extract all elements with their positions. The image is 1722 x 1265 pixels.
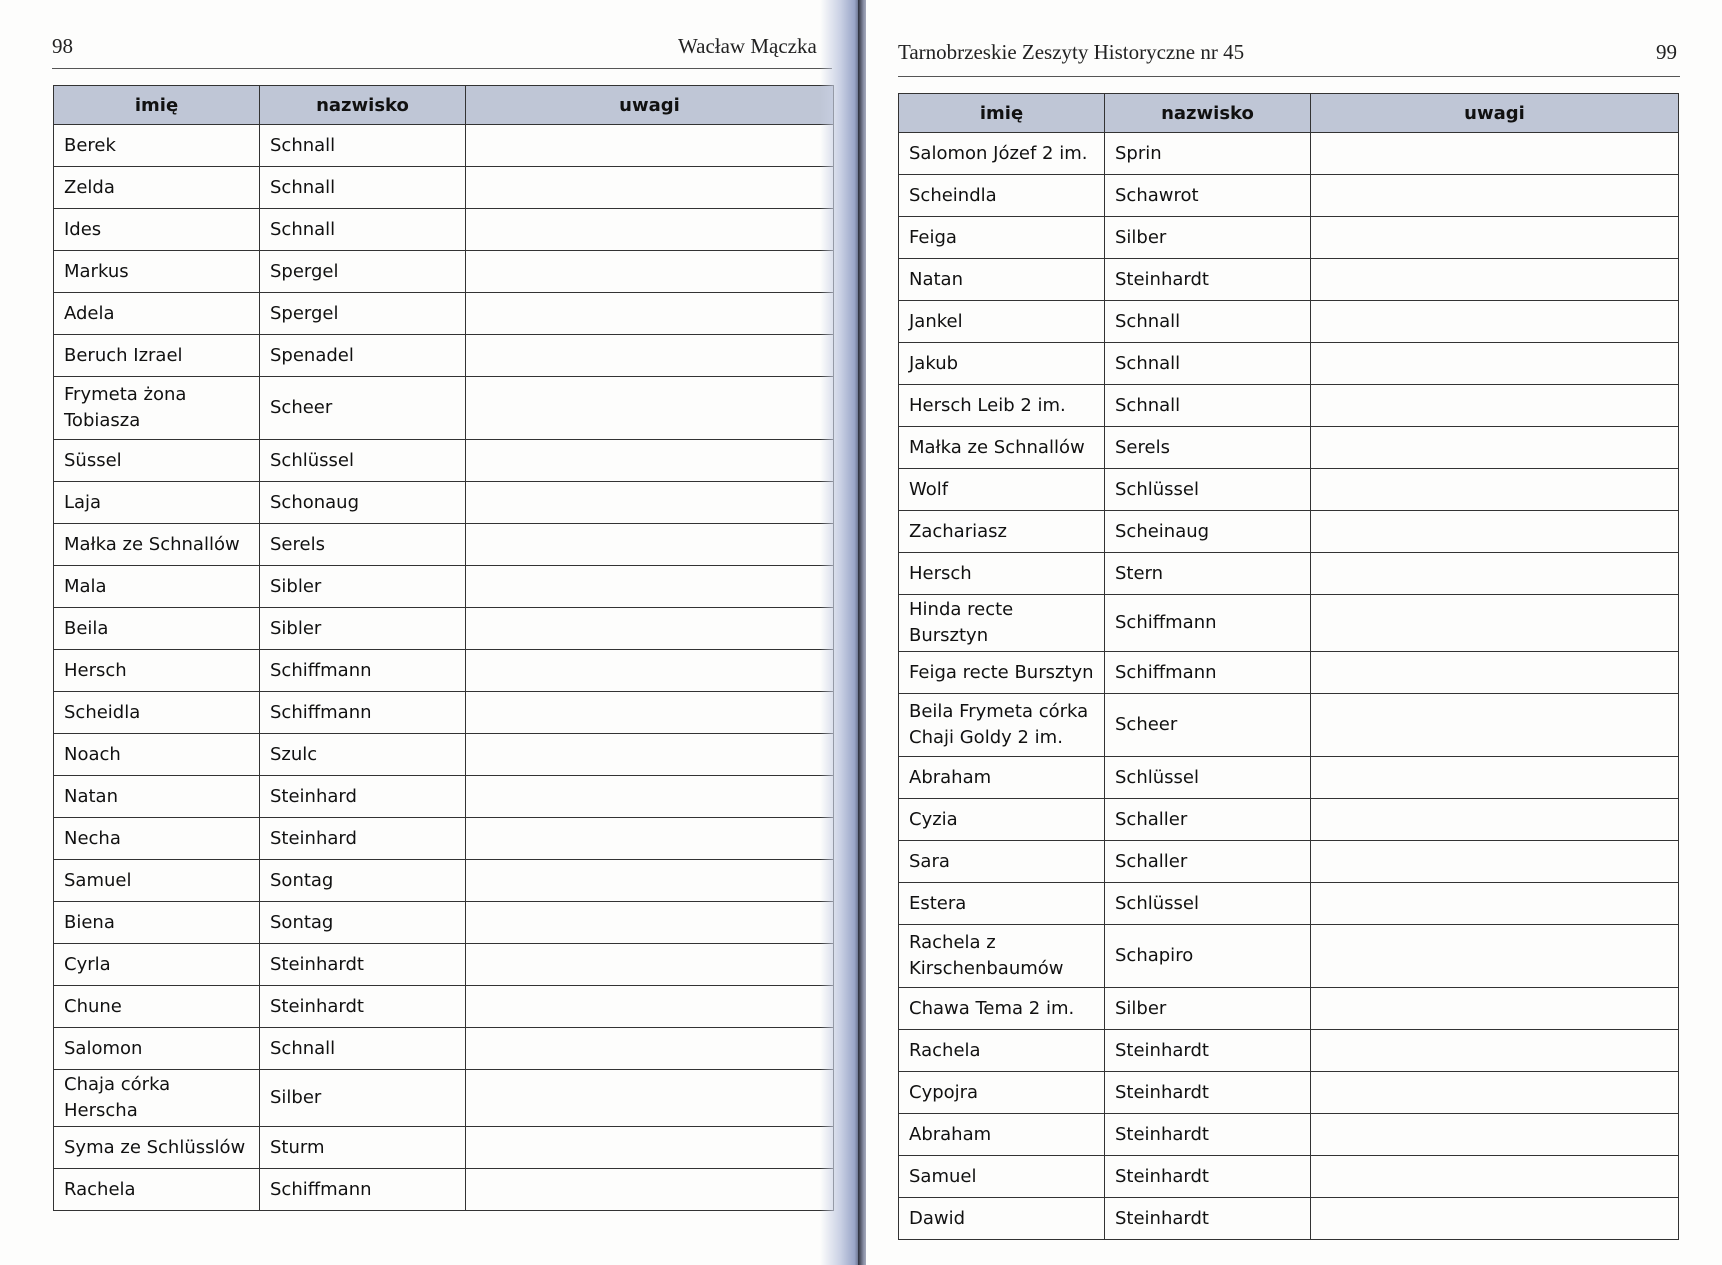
cell-nazwisko: Schnall (1105, 301, 1311, 343)
cell-imie: Natan (54, 776, 260, 818)
cell-uwagi (466, 440, 834, 482)
header-rule-right (898, 76, 1680, 77)
running-head-left: Wacław Mączka (678, 34, 817, 58)
table-body-left (54, 125, 834, 1211)
cell-uwagi (1311, 217, 1679, 259)
cell-imie: Małka ze Schnallów (899, 427, 1105, 469)
cell-imie: Syma ze Schlüsslów (54, 1127, 260, 1169)
table-row (54, 902, 834, 944)
table-row (899, 385, 1679, 427)
cell-imie: Rachela (54, 1169, 260, 1211)
table-row (899, 217, 1679, 259)
cell-uwagi (1311, 883, 1679, 925)
cell-nazwisko: Schiffmann (1105, 652, 1311, 694)
cell-imie: Jankel (899, 301, 1105, 343)
cell-uwagi (1311, 925, 1679, 988)
cell-uwagi (1311, 1072, 1679, 1114)
cell-uwagi (1311, 1156, 1679, 1198)
cell-imie: Estera (899, 883, 1105, 925)
table-row (899, 1030, 1679, 1072)
cell-nazwisko: Steinhardt (1105, 1156, 1311, 1198)
table-row (54, 1169, 834, 1211)
cell-imie: Beila Frymeta córka Chaji Goldy 2 im. (899, 694, 1105, 757)
cell-nazwisko: Sturm (260, 1127, 466, 1169)
cell-uwagi (466, 125, 834, 167)
cell-imie: Laja (54, 482, 260, 524)
names-table-left (53, 85, 834, 1211)
cell-imie: Feiga recte Bursztyn (899, 652, 1105, 694)
table-row (899, 1114, 1679, 1156)
cell-imie: Feiga (899, 217, 1105, 259)
cell-imie: Beruch Izrael (54, 335, 260, 377)
cell-imie: Natan (899, 259, 1105, 301)
cell-imie: Samuel (54, 860, 260, 902)
cell-uwagi (466, 482, 834, 524)
table-header-row (54, 86, 834, 125)
page-number-right: 99 (1656, 40, 1677, 64)
cell-imie: Cyzia (899, 799, 1105, 841)
cell-uwagi (466, 566, 834, 608)
column-header-nazwisko: nazwisko (260, 86, 466, 125)
column-header-uwagi: uwagi (1311, 94, 1679, 133)
table-row (899, 757, 1679, 799)
cell-nazwisko: Stern (1105, 553, 1311, 595)
cell-nazwisko: Steinhardt (260, 986, 466, 1028)
table-row (899, 1198, 1679, 1240)
cell-uwagi (466, 377, 834, 440)
cell-uwagi (466, 251, 834, 293)
cell-imie: Markus (54, 251, 260, 293)
column-header-imie: imię (54, 86, 260, 125)
right-page (866, 0, 1722, 1265)
cell-nazwisko: Serels (1105, 427, 1311, 469)
cell-nazwisko: Steinhard (260, 818, 466, 860)
table-row (54, 1127, 834, 1169)
cell-nazwisko: Sontag (260, 860, 466, 902)
cell-uwagi (1311, 694, 1679, 757)
names-table-right (898, 93, 1679, 1240)
table-row (54, 482, 834, 524)
cell-uwagi (1311, 385, 1679, 427)
cell-uwagi (466, 209, 834, 251)
cell-nazwisko: Sontag (260, 902, 466, 944)
table-row (899, 259, 1679, 301)
cell-imie: Hersch Leib 2 im. (899, 385, 1105, 427)
cell-nazwisko: Schnall (1105, 385, 1311, 427)
cell-imie: Małka ze Schnallów (54, 524, 260, 566)
cell-nazwisko: Scheer (260, 377, 466, 440)
cell-uwagi (466, 734, 834, 776)
table-row (899, 1156, 1679, 1198)
header-rule-left (52, 68, 832, 69)
cell-uwagi (466, 608, 834, 650)
cell-imie: Dawid (899, 1198, 1105, 1240)
cell-nazwisko: Schnall (1105, 343, 1311, 385)
cell-uwagi (1311, 133, 1679, 175)
table-row (54, 608, 834, 650)
cell-nazwisko: Spergel (260, 251, 466, 293)
table-row (54, 986, 834, 1028)
column-header-imie: imię (899, 94, 1105, 133)
table-row (54, 776, 834, 818)
cell-nazwisko: Szulc (260, 734, 466, 776)
cell-nazwisko: Schnall (260, 1028, 466, 1070)
cell-imie: Hinda recte Bursztyn (899, 595, 1105, 652)
table-row (54, 860, 834, 902)
cell-nazwisko: Schonaug (260, 482, 466, 524)
table-row (899, 595, 1679, 652)
cell-uwagi (466, 1070, 834, 1127)
cell-uwagi (1311, 175, 1679, 217)
cell-uwagi (466, 986, 834, 1028)
table-row (899, 841, 1679, 883)
cell-uwagi (1311, 757, 1679, 799)
cell-uwagi (466, 650, 834, 692)
cell-uwagi (1311, 799, 1679, 841)
cell-nazwisko: Scheer (1105, 694, 1311, 757)
cell-imie: Wolf (899, 469, 1105, 511)
cell-imie: Zachariasz (899, 511, 1105, 553)
table-row (54, 1028, 834, 1070)
cell-imie: Abraham (899, 757, 1105, 799)
cell-uwagi (466, 902, 834, 944)
table-row (54, 293, 834, 335)
table-row (899, 553, 1679, 595)
cell-uwagi (1311, 469, 1679, 511)
cell-uwagi (466, 692, 834, 734)
cell-nazwisko: Silber (260, 1070, 466, 1127)
cell-nazwisko: Schawrot (1105, 175, 1311, 217)
table-row (54, 566, 834, 608)
cell-imie: Mala (54, 566, 260, 608)
cell-uwagi (1311, 841, 1679, 883)
cell-nazwisko: Steinhardt (1105, 1030, 1311, 1072)
cell-uwagi (466, 818, 834, 860)
cell-imie: Jakub (899, 343, 1105, 385)
table-row (899, 799, 1679, 841)
cell-nazwisko: Schaller (1105, 841, 1311, 883)
cell-imie: Chaja córka Herscha (54, 1070, 260, 1127)
cell-imie: Cyrla (54, 944, 260, 986)
cell-nazwisko: Sibler (260, 608, 466, 650)
cell-nazwisko: Schlüssel (1105, 883, 1311, 925)
cell-imie: Necha (54, 818, 260, 860)
table-row (54, 125, 834, 167)
cell-nazwisko: Steinhardt (1105, 1072, 1311, 1114)
cell-uwagi (466, 944, 834, 986)
table-row (899, 301, 1679, 343)
table-row (899, 343, 1679, 385)
cell-uwagi (1311, 1198, 1679, 1240)
table-row (54, 335, 834, 377)
cell-nazwisko: Schlüssel (1105, 757, 1311, 799)
cell-imie: Frymeta żona Tobiasza (54, 377, 260, 440)
table-row (899, 988, 1679, 1030)
table-row (899, 133, 1679, 175)
cell-imie: Abraham (899, 1114, 1105, 1156)
cell-uwagi (1311, 301, 1679, 343)
column-header-nazwisko: nazwisko (1105, 94, 1311, 133)
table-row (54, 377, 834, 440)
table-body-right (899, 133, 1679, 1240)
cell-imie: Rachela z Kirschenbaumów (899, 925, 1105, 988)
cell-uwagi (1311, 988, 1679, 1030)
cell-imie: Cypojra (899, 1072, 1105, 1114)
cell-imie: Ides (54, 209, 260, 251)
cell-nazwisko: Schiffmann (260, 692, 466, 734)
cell-nazwisko: Serels (260, 524, 466, 566)
table-row (54, 650, 834, 692)
cell-nazwisko: Schlüssel (1105, 469, 1311, 511)
cell-imie: Scheidla (54, 692, 260, 734)
cell-nazwisko: Schlüssel (260, 440, 466, 482)
cell-uwagi (1311, 343, 1679, 385)
table-row (54, 734, 834, 776)
table-row (899, 469, 1679, 511)
cell-nazwisko: Steinhardt (1105, 1114, 1311, 1156)
cell-nazwisko: Schnall (260, 167, 466, 209)
cell-uwagi (466, 293, 834, 335)
cell-uwagi (466, 167, 834, 209)
table-row (899, 427, 1679, 469)
column-header-uwagi: uwagi (466, 86, 834, 125)
table-row (54, 692, 834, 734)
cell-imie: Samuel (899, 1156, 1105, 1198)
table-row (899, 511, 1679, 553)
cell-nazwisko: Schiffmann (1105, 595, 1311, 652)
cell-imie: Rachela (899, 1030, 1105, 1072)
table-row (899, 694, 1679, 757)
cell-nazwisko: Schaller (1105, 799, 1311, 841)
table-row (899, 652, 1679, 694)
cell-uwagi (1311, 427, 1679, 469)
cell-nazwisko: Silber (1105, 988, 1311, 1030)
table-row (54, 209, 834, 251)
table-row (54, 440, 834, 482)
cell-uwagi (1311, 652, 1679, 694)
table-row (54, 251, 834, 293)
cell-nazwisko: Schnall (260, 125, 466, 167)
table-row (899, 1072, 1679, 1114)
cell-nazwisko: Sibler (260, 566, 466, 608)
cell-uwagi (466, 1028, 834, 1070)
cell-imie: Scheindla (899, 175, 1105, 217)
cell-uwagi (1311, 553, 1679, 595)
cell-imie: Hersch (899, 553, 1105, 595)
cell-uwagi (466, 1127, 834, 1169)
cell-nazwisko: Steinhard (260, 776, 466, 818)
running-head-right: Tarnobrzeskie Zeszyty Historyczne nr 45 (898, 40, 1245, 64)
cell-uwagi (1311, 1114, 1679, 1156)
cell-imie: Biena (54, 902, 260, 944)
cell-imie: Zelda (54, 167, 260, 209)
cell-nazwisko: Steinhardt (260, 944, 466, 986)
cell-imie: Salomon Józef 2 im. (899, 133, 1105, 175)
cell-nazwisko: Schiffmann (260, 1169, 466, 1211)
cell-nazwisko: Schiffmann (260, 650, 466, 692)
cell-uwagi (1311, 1030, 1679, 1072)
cell-imie: Noach (54, 734, 260, 776)
cell-uwagi (1311, 511, 1679, 553)
page-number-left: 98 (52, 34, 73, 58)
table-row (54, 524, 834, 566)
table-header-row (899, 94, 1679, 133)
left-page (0, 0, 858, 1265)
cell-imie: Berek (54, 125, 260, 167)
table-row (899, 175, 1679, 217)
cell-uwagi (466, 860, 834, 902)
cell-nazwisko: Steinhardt (1105, 259, 1311, 301)
cell-nazwisko: Spergel (260, 293, 466, 335)
cell-nazwisko: Steinhardt (1105, 1198, 1311, 1240)
cell-imie: Süssel (54, 440, 260, 482)
cell-uwagi (466, 1169, 834, 1211)
table-row (899, 925, 1679, 988)
cell-nazwisko: Sprin (1105, 133, 1311, 175)
cell-nazwisko: Schapiro (1105, 925, 1311, 988)
table-row (54, 1070, 834, 1127)
cell-imie: Hersch (54, 650, 260, 692)
cell-imie: Salomon (54, 1028, 260, 1070)
cell-nazwisko: Scheinaug (1105, 511, 1311, 553)
cell-imie: Adela (54, 293, 260, 335)
table-row (54, 818, 834, 860)
cell-uwagi (466, 335, 834, 377)
cell-imie: Chune (54, 986, 260, 1028)
cell-nazwisko: Silber (1105, 217, 1311, 259)
cell-uwagi (1311, 595, 1679, 652)
cell-nazwisko: Schnall (260, 209, 466, 251)
cell-uwagi (466, 524, 834, 566)
cell-imie: Beila (54, 608, 260, 650)
table-row (899, 883, 1679, 925)
cell-uwagi (466, 776, 834, 818)
table-row (54, 944, 834, 986)
cell-nazwisko: Spenadel (260, 335, 466, 377)
table-row (54, 167, 834, 209)
cell-imie: Sara (899, 841, 1105, 883)
cell-uwagi (1311, 259, 1679, 301)
cell-imie: Chawa Tema 2 im. (899, 988, 1105, 1030)
